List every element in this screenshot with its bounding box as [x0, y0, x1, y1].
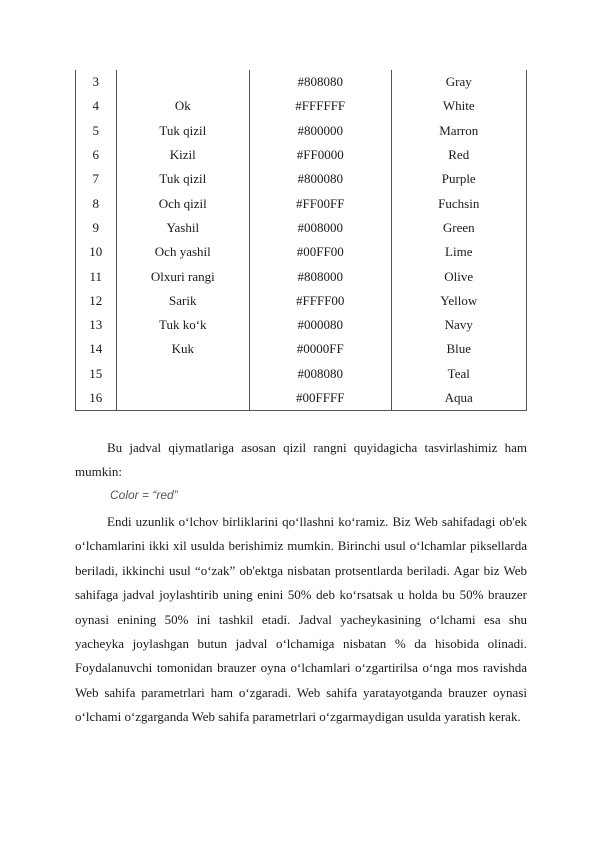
color-name-uz: Sarik [116, 289, 249, 313]
color-hex: #00FFFF [249, 386, 391, 411]
color-hex: #FFFF00 [249, 289, 391, 313]
color-name-uz: Och qizil [116, 191, 249, 215]
color-name-en: Aqua [391, 386, 527, 411]
color-name-en: Green [391, 216, 527, 240]
table-row [76, 337, 527, 361]
table-row [76, 143, 527, 167]
color-hex: #FFFFFF [249, 94, 391, 118]
color-name-uz [116, 362, 249, 386]
color-name-uz: Kizil [116, 143, 249, 167]
color-name-en: Marron [391, 119, 527, 143]
row-number: 6 [76, 143, 117, 167]
color-name-en: Navy [391, 313, 527, 337]
color-name-uz: Tuk qizil [116, 167, 249, 191]
row-number: 13 [76, 313, 117, 337]
color-name-uz [116, 70, 249, 94]
color-name-en: Lime [391, 240, 527, 264]
color-hex: #00FF00 [249, 240, 391, 264]
intro-paragraph: Bu jadval qiymatlariga asosan qizil rangni quyidagicha tasvirlashimiz ham mumkin: [75, 440, 527, 480]
table-row [76, 386, 527, 411]
row-number: 10 [76, 240, 117, 264]
color-name-uz: Yashil [116, 216, 249, 240]
table-row [76, 216, 527, 240]
color-name-uz: Olxuri rangi [116, 264, 249, 288]
color-name-uz [116, 386, 249, 411]
row-number: 7 [76, 167, 117, 191]
color-hex: #800000 [249, 119, 391, 143]
table-row [76, 167, 527, 191]
table-row [76, 240, 527, 264]
row-number: 11 [76, 264, 117, 288]
color-hex: #008000 [249, 216, 391, 240]
color-name-en: Red [391, 143, 527, 167]
color-name-uz: Ok [116, 94, 249, 118]
table-row [76, 313, 527, 337]
color-name-en: Teal [391, 362, 527, 386]
table-row [76, 119, 527, 143]
color-name-en: Fuchsin [391, 191, 527, 215]
color-name-en: Purple [391, 167, 527, 191]
color-name-uz: Och yashil [116, 240, 249, 264]
color-hex: #808000 [249, 264, 391, 288]
table-row [76, 264, 527, 288]
table-row [76, 289, 527, 313]
color-name-uz: Tuk qizil [116, 119, 249, 143]
row-number: 14 [76, 337, 117, 361]
code-example: Color = “red” [110, 488, 178, 502]
color-name-en: Blue [391, 337, 527, 361]
table-row [76, 70, 527, 94]
row-number: 5 [76, 119, 117, 143]
color-hex: #0000FF [249, 337, 391, 361]
color-name-en: Gray [391, 70, 527, 94]
row-number: 12 [76, 289, 117, 313]
row-number: 9 [76, 216, 117, 240]
color-hex: #808080 [249, 70, 391, 94]
color-hex: #800080 [249, 167, 391, 191]
color-hex: #000080 [249, 313, 391, 337]
row-number: 16 [76, 386, 117, 411]
row-number: 3 [76, 70, 117, 94]
body-paragraph: Endi uzunlik o‘lchov birliklarini qo‘llashni ko‘ramiz. Biz Web sahifadagi ob'ek o‘lchamlarini ikki xil usulda berishimiz mumkin. Birinchi usul o‘lchamlar piksellarda beriladi, ikkinchi usul “o‘zak” ob'ektga nisbatan protsentlarda beriladi. Agar biz Web sahifaga jadval joylashtirib uning enini 50% deb ko‘rsatsak u holda bu 50% brauzer oynasi enining 50% ini tashkil etadi. Jadval yacheykasining o‘lchami esa shu yacheyka joylashgan butun jadval o‘lchamiga nisbatan % da hisobida olinadi. Foydalanuvchi tomonidan brauzer oyna o‘lchamlari o‘zgartirilsa o‘nga mos ravishda Web sahifa parametrlari ham o‘zgaradi. Web sahifa yaratayotganda brauzer oynasi o‘lchami o‘zgarganda Web sahifa parametrlari o‘zgarmaydigan usulda yaratish kerak. [75, 514, 527, 725]
color-hex: #FF0000 [249, 143, 391, 167]
color-table-body [76, 70, 527, 411]
table-row [76, 362, 527, 386]
color-hex: #008080 [249, 362, 391, 386]
color-table [75, 70, 527, 411]
color-name-uz: Tuk ko‘k [116, 313, 249, 337]
row-number: 15 [76, 362, 117, 386]
color-name-en: White [391, 94, 527, 118]
table-row [76, 191, 527, 215]
color-name-en: Olive [391, 264, 527, 288]
color-name-uz: Kuk [116, 337, 249, 361]
table-row [76, 94, 527, 118]
row-number: 4 [76, 94, 117, 118]
row-number: 8 [76, 191, 117, 215]
color-name-en: Yellow [391, 289, 527, 313]
color-hex: #FF00FF [249, 191, 391, 215]
